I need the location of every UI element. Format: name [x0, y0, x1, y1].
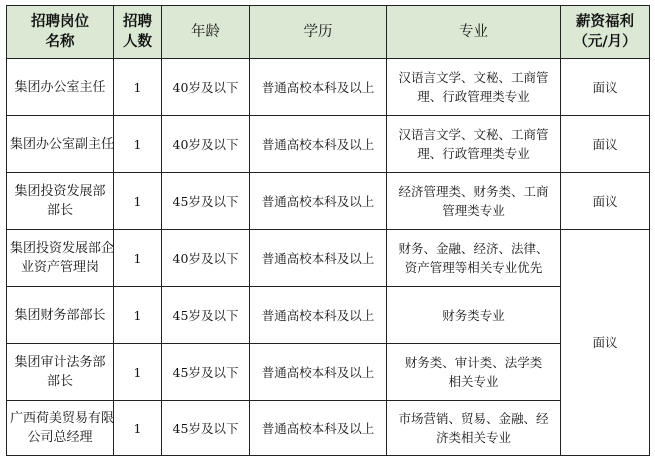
- education-cell: 普通高校本科及以上: [250, 344, 387, 401]
- education-cell: 普通高校本科及以上: [250, 401, 387, 456]
- salary-cell: 面议: [561, 173, 650, 230]
- table-row: [7, 344, 650, 401]
- table-row: [7, 401, 650, 456]
- age-cell: 45岁及以下: [162, 173, 250, 230]
- age-cell: 40岁及以下: [162, 230, 250, 287]
- header-major: 专业: [387, 6, 561, 59]
- position-cell: 集团投资发展部企 业资产管理岗: [7, 230, 114, 287]
- major-cell: 市场营销、贸易、金融、经 济类相关专业: [387, 401, 561, 456]
- education-cell: 普通高校本科及以上: [250, 287, 387, 344]
- table-row: [7, 230, 650, 287]
- recruitment-table-container: [6, 5, 650, 456]
- age-cell: 40岁及以下: [162, 59, 250, 116]
- education-cell: 普通高校本科及以上: [250, 59, 387, 116]
- count-cell: 1: [114, 173, 162, 230]
- age-cell: 40岁及以下: [162, 116, 250, 173]
- position-cell: 集团投资发展部 部长: [7, 173, 114, 230]
- count-cell: 1: [114, 59, 162, 116]
- count-cell: 1: [114, 116, 162, 173]
- age-cell: 45岁及以下: [162, 287, 250, 344]
- age-cell: 45岁及以下: [162, 344, 250, 401]
- position-cell: 集团办公室主任: [7, 59, 114, 116]
- table-row: [7, 59, 650, 116]
- header-count: 招聘 人数: [114, 6, 162, 59]
- header-position: 招聘岗位 名称: [7, 6, 114, 59]
- major-cell: 财务类专业: [387, 287, 561, 344]
- count-cell: 1: [114, 230, 162, 287]
- position-cell: 集团审计法务部 部长: [7, 344, 114, 401]
- education-cell: 普通高校本科及以上: [250, 230, 387, 287]
- major-cell: 经济管理类、财务类、工商 管理类专业: [387, 173, 561, 230]
- header-salary: 薪资福利 （元/月）: [561, 6, 650, 59]
- major-cell: 汉语言文学、文秘、工商管 理、行政管理类专业: [387, 116, 561, 173]
- education-cell: 普通高校本科及以上: [250, 173, 387, 230]
- major-cell: 汉语言文学、文秘、工商管 理、行政管理类专业: [387, 59, 561, 116]
- position-cell: 广西荷美贸易有限 公司总经理: [7, 401, 114, 456]
- recruitment-table: [6, 5, 650, 456]
- table-row: [7, 116, 650, 173]
- table-row: [7, 287, 650, 344]
- education-cell: 普通高校本科及以上: [250, 116, 387, 173]
- header-row: [7, 6, 650, 59]
- major-cell: 财务、金融、经济、法律、 资产管理等相关专业优先: [387, 230, 561, 287]
- count-cell: 1: [114, 401, 162, 456]
- merged-salary-cell: 面议: [561, 230, 650, 456]
- salary-cell: 面议: [561, 59, 650, 116]
- position-cell: 集团办公室副主任: [7, 116, 114, 173]
- salary-cell: 面议: [561, 116, 650, 173]
- count-cell: 1: [114, 287, 162, 344]
- position-cell: 集团财务部部长: [7, 287, 114, 344]
- age-cell: 45岁及以下: [162, 401, 250, 456]
- header-age: 年龄: [162, 6, 250, 59]
- header-education: 学历: [250, 6, 387, 59]
- major-cell: 财务类、审计类、法学类 相关专业: [387, 344, 561, 401]
- table-row: [7, 173, 650, 230]
- count-cell: 1: [114, 344, 162, 401]
